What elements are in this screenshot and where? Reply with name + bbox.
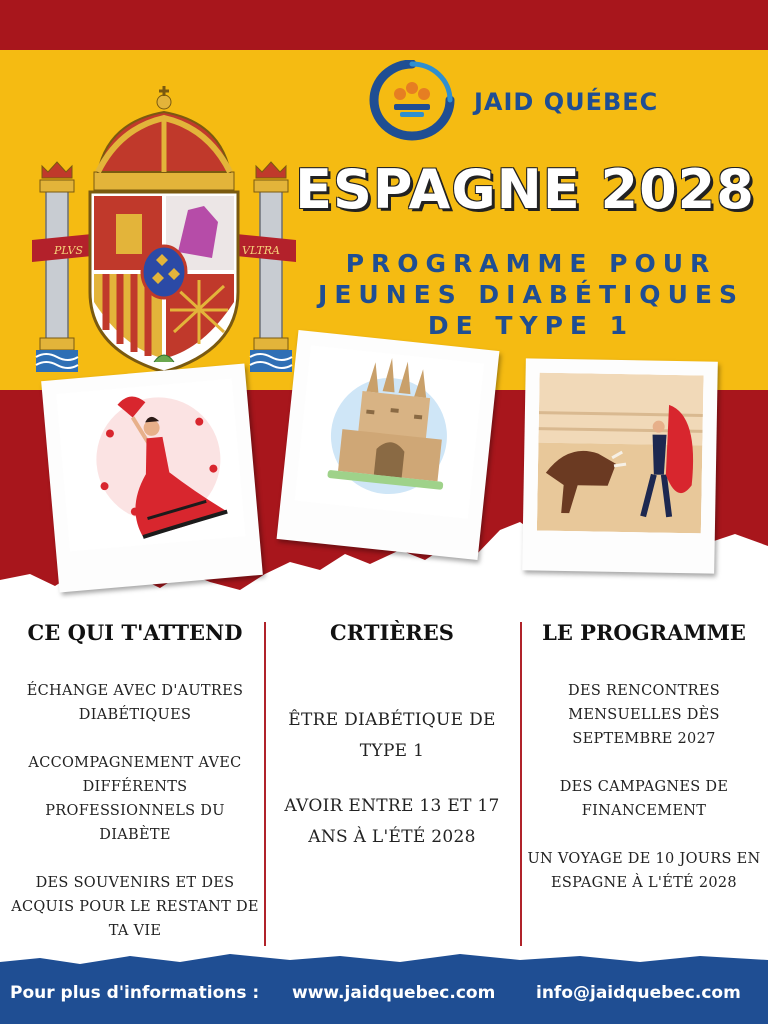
list-item: ÉCHANGE AVEC D'AUTRES DIABÉTIQUES <box>26 683 244 723</box>
pillar-right <box>250 162 292 372</box>
photo-flamenco-dancer <box>41 364 263 593</box>
motto-right: VLTRA <box>242 244 280 257</box>
column-criteria <box>272 620 512 853</box>
brand-name: JAID QUÉBEC <box>474 88 659 116</box>
subtitle-line: DE TYPE 1 <box>427 311 635 340</box>
pillar-left <box>36 162 78 372</box>
subtitle-line: JEUNES DIABÉTIQUES <box>318 280 744 309</box>
main-title: ESPAGNE 2028 <box>295 158 755 221</box>
subtitle-line: PROGRAMME POUR <box>345 249 717 278</box>
list-item: UN VOYAGE DE 10 JOURS EN ESPAGNE À L'ÉTÉ 2028 <box>527 851 761 891</box>
photo-sagrada-familia <box>277 330 500 560</box>
website-link[interactable]: www.jaidquebec.com <box>292 983 496 1003</box>
list-item: DES SOUVENIRS ET DES ACQUIS POUR LE RESTANT DE TA VIE <box>11 875 259 939</box>
bullfight-illustration <box>537 373 704 534</box>
subtitle <box>298 248 764 341</box>
sagrada-familia-illustration <box>295 345 484 518</box>
column-heading: LE PROGRAMME <box>542 620 746 645</box>
column-program <box>525 620 763 895</box>
column-heading: CE QUI T'ATTEND <box>27 620 243 645</box>
crown <box>94 86 234 190</box>
column-divider <box>520 622 522 946</box>
flag-band-red-top <box>0 0 768 50</box>
list-item: DES CAMPAGNES DE FINANCEMENT <box>559 779 729 819</box>
list-item: ÊTRE DIABÉTIQUE DE TYPE 1 <box>288 710 496 761</box>
list-item: DES RENCONTRES MENSUELLES DÈS SEPTEMBRE 2027 <box>568 683 720 747</box>
email-link[interactable]: info@jaidquebec.com <box>536 983 741 1003</box>
jaid-logo-icon <box>366 60 458 142</box>
footer-label: Pour plus d'informations : <box>10 983 260 1003</box>
spain-coat-of-arms <box>28 82 300 382</box>
column-heading: CRTIÈRES <box>330 620 454 645</box>
column-divider <box>264 622 266 946</box>
flamenco-dancer-illustration <box>56 379 245 552</box>
shield <box>90 192 238 372</box>
list-item: AVOIR ENTRE 13 ET 17 ANS À L'ÉTÉ 2028 <box>284 796 500 847</box>
brand-logo <box>366 58 686 148</box>
list-item: ACCOMPAGNEMENT AVEC DIFFÉRENTS PROFESSIONNELS DU DIABÈTE <box>28 755 242 843</box>
column-what-awaits <box>8 620 262 943</box>
motto-left: PLVS <box>54 244 83 257</box>
photo-bullfight <box>522 358 718 573</box>
